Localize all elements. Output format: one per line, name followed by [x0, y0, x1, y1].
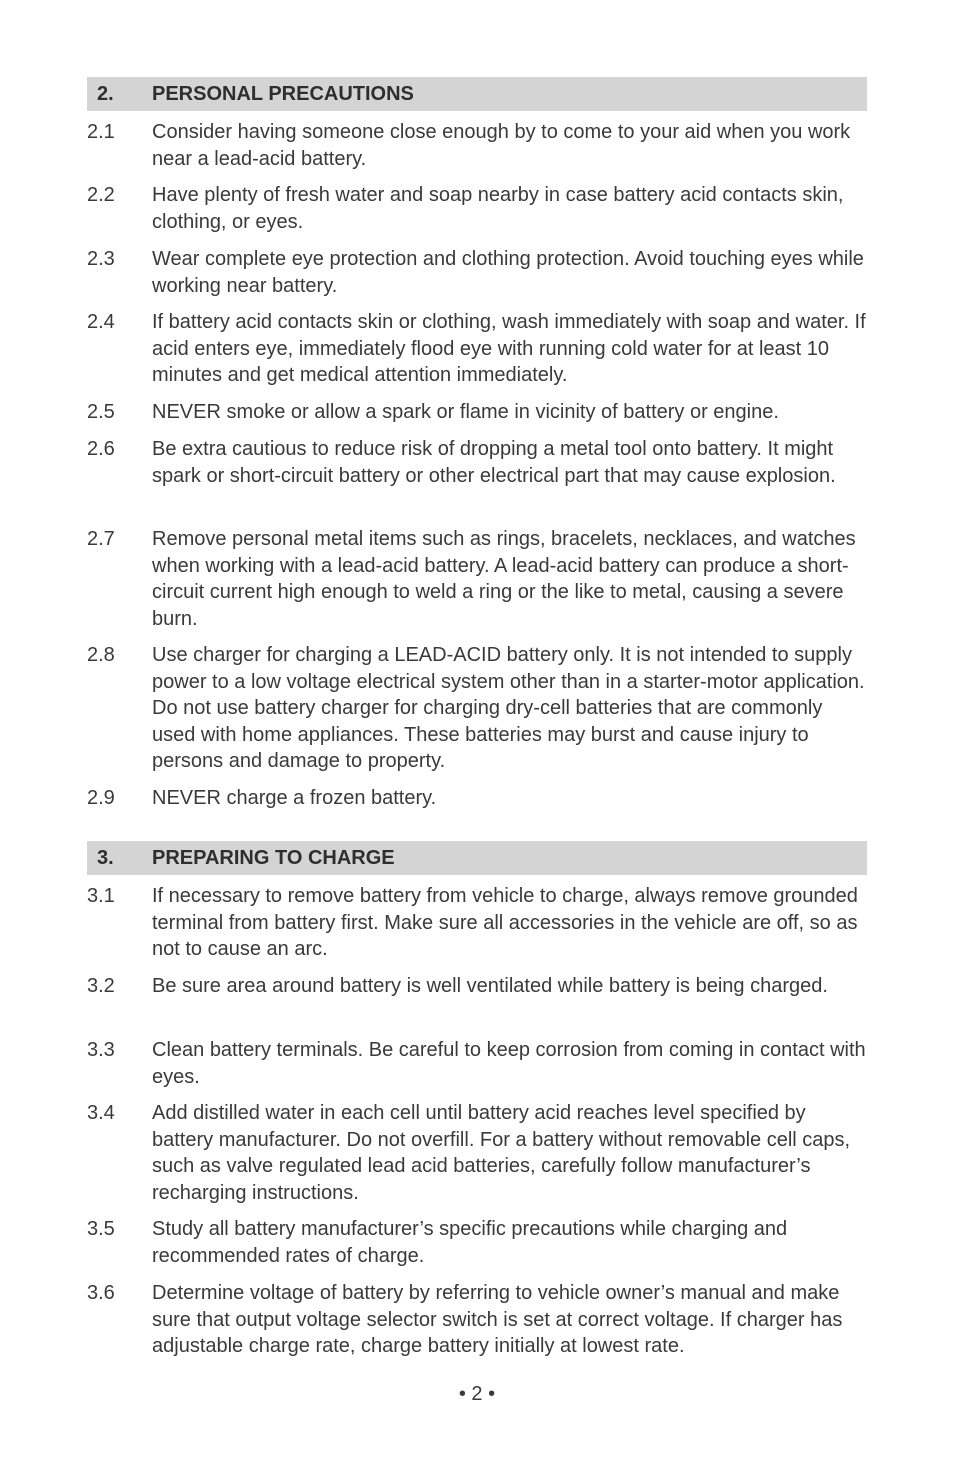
item-number: 2.1 [87, 121, 115, 143]
item-text: Clean battery terminals. Be careful to keep corrosion from coming in contact with eyes. [152, 1039, 866, 1088]
item-text: NEVER smoke or allow a spark or flame in vicinity of battery or engine. [152, 401, 779, 423]
section-number: 2. [97, 82, 114, 105]
section-header-personal-precautions [87, 77, 867, 111]
item-text: Add distilled water in each cell until battery acid reaches level specified by battery manufacturer. Do not overfill. For a battery without removable cell caps, such as valve regulated lead acid batteries, carefully follow manufacturer’s recharging instructions. [152, 1102, 851, 1204]
section-header-preparing-to-charge [87, 841, 867, 875]
item-number: 2.9 [87, 787, 115, 809]
item-number: 3.2 [87, 975, 115, 997]
item-text: Wear complete eye protection and clothing protection. Avoid touching eyes while working near battery. [152, 248, 864, 297]
item-text: If battery acid contacts skin or clothing, wash immediately with soap and water. If acid enters eye, immediately flood eye with running cold water for at least 10 minutes and get medical attention immediately. [152, 311, 866, 386]
item-number: 2.6 [87, 438, 115, 460]
item-number: 2.3 [87, 248, 115, 270]
item-text: Have plenty of fresh water and soap nearby in case battery acid contacts skin, clothing, or eyes. [152, 184, 844, 233]
item-number: 3.3 [87, 1039, 115, 1061]
item-number: 3.6 [87, 1282, 115, 1304]
section-title: PREPARING TO CHARGE [152, 846, 395, 869]
section-title: PERSONAL PRECAUTIONS [152, 82, 414, 105]
item-number: 2.2 [87, 184, 115, 206]
section-number: 3. [97, 846, 114, 869]
item-number: 3.4 [87, 1102, 115, 1124]
page-number: • 2 • [458, 1383, 496, 1405]
item-text: Use charger for charging a LEAD-ACID battery only. It is not intended to supply power to a low voltage electrical system other than in a starter-motor application. Do not use battery charger for charging dry-cell batteries that are commonly used with home appliances. These batteries may burst and cause injury to persons and damage to property. [152, 644, 865, 772]
item-text: Consider having someone close enough by to come to your aid when you work near a lead-acid battery. [152, 121, 851, 170]
item-text: Determine voltage of battery by referring to vehicle owner’s manual and make sure that output voltage selector switch is set at correct voltage. If charger has adjustable charge rate, charge battery initially at lowest rate. [152, 1282, 843, 1357]
item-text: NEVER charge a frozen battery. [152, 787, 437, 809]
item-number: 2.7 [87, 528, 115, 550]
item-number: 2.4 [87, 311, 115, 333]
item-number: 2.8 [87, 644, 115, 666]
item-text: If necessary to remove battery from vehicle to charge, always remove grounded terminal from battery first. Make sure all accessories in the vehicle are off, so as not to cause an arc. [152, 885, 858, 960]
item-text: Remove personal metal items such as rings, bracelets, necklaces, and watches when working with a lead-acid battery. A lead-acid battery can produce a short-circuit current high enough to weld a ring or the like to metal, causing a severe burn. [152, 528, 856, 630]
item-text: Study all battery manufacturer’s specific precautions while charging and recommended rates of charge. [152, 1218, 788, 1267]
item-text: Be sure area around battery is well ventilated while battery is being charged. [152, 975, 828, 997]
item-number: 3.5 [87, 1218, 115, 1240]
item-number: 3.1 [87, 885, 115, 907]
item-text: Be extra cautious to reduce risk of dropping a metal tool onto battery. It might spark or short-circuit battery or other electrical part that may cause explosion. [152, 438, 836, 487]
item-number: 2.5 [87, 401, 115, 423]
